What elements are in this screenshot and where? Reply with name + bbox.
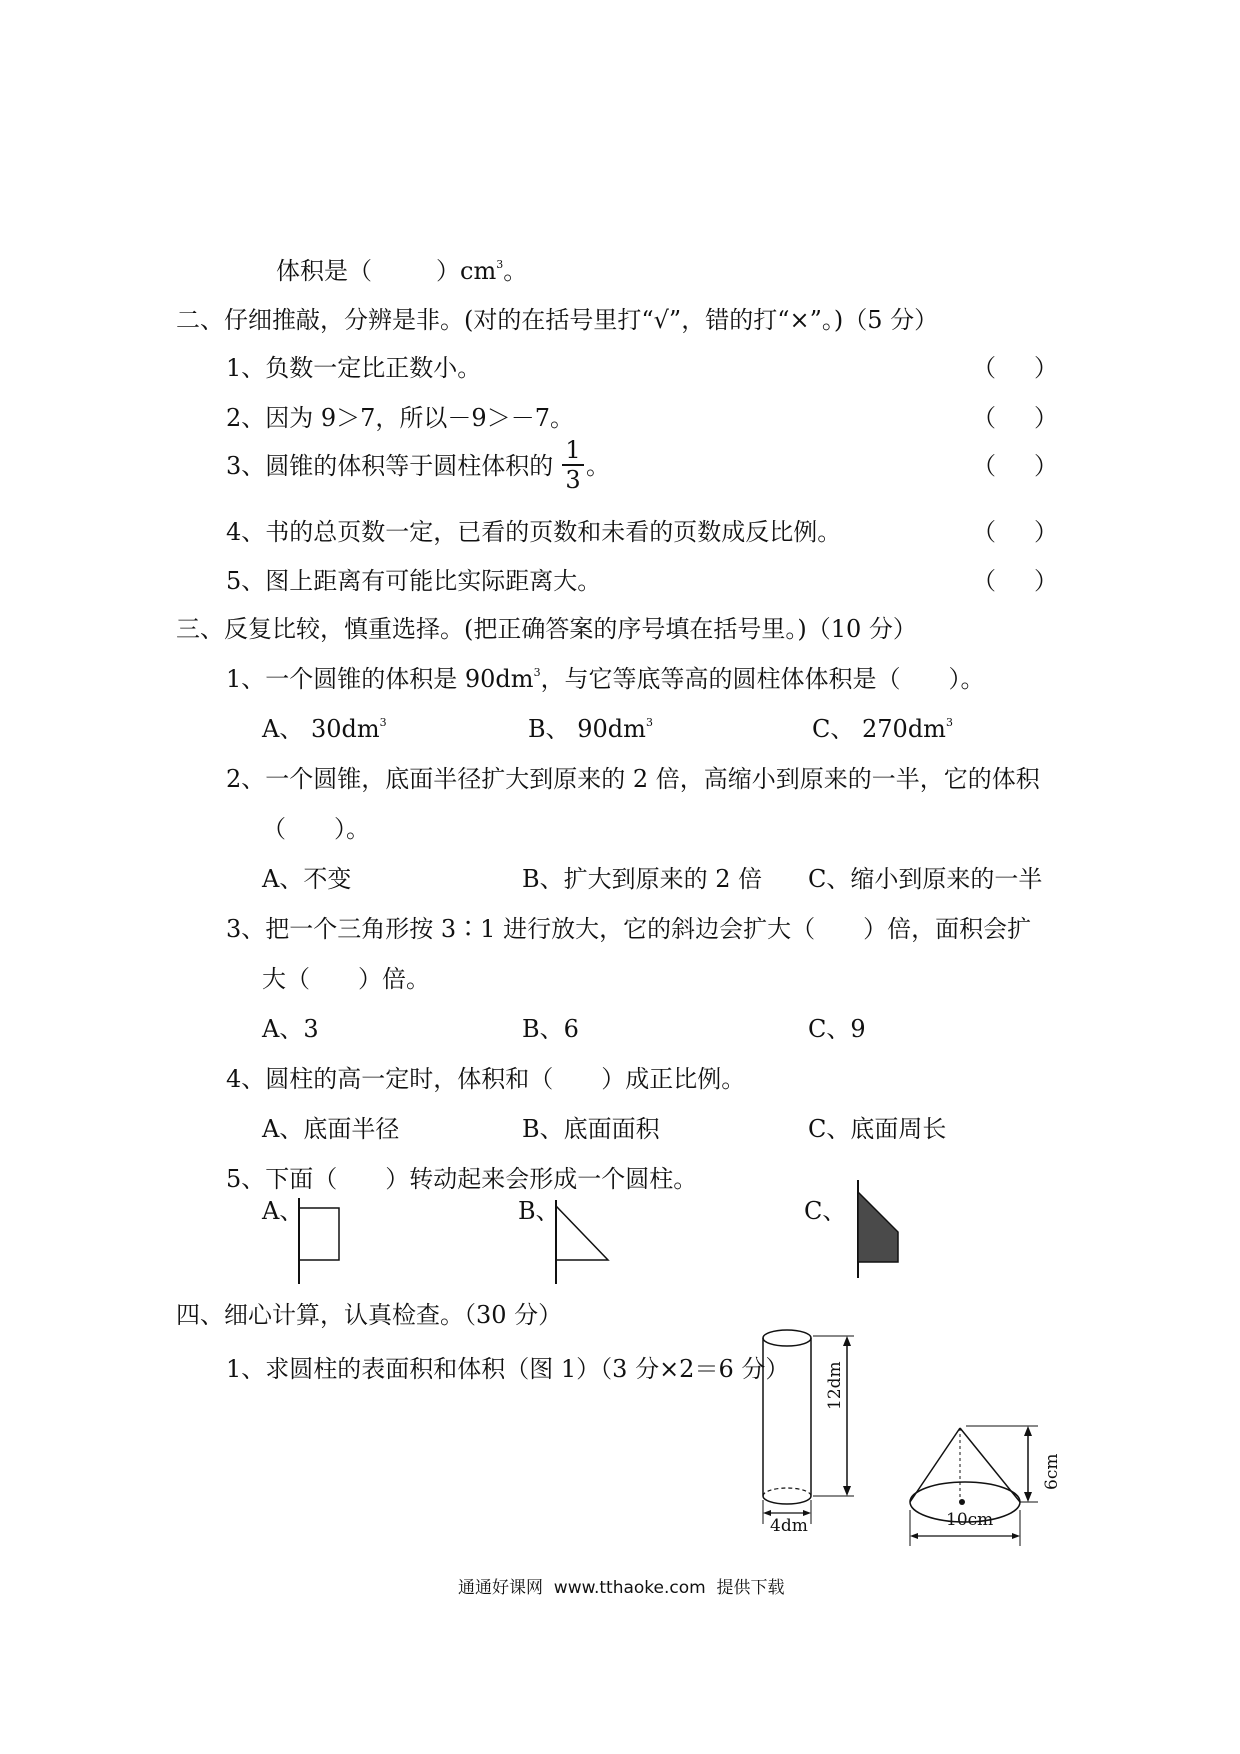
mc-q3-line1: 3、把一个三角形按 3∶1 进行放大，它的斜边会扩大（ ）倍，面积会扩 — [226, 915, 1032, 943]
section-4-title: 四、细心计算，认真检查。（30 分） — [176, 1301, 563, 1329]
carryover-volume-line: 体积是（ ）$cm^3$。 — [276, 257, 528, 285]
mc-q3-option-a[interactable]: A、3 — [262, 1015, 319, 1043]
answer-paren-1[interactable]: （ ） — [972, 354, 1058, 382]
tf-item-1: 1、负数一定比正数小。 — [226, 354, 482, 382]
footer-source: 通通好课网 www.tthaoke.com 提供下载 — [458, 1578, 785, 1598]
mc-q1-option-b[interactable]: B、 $90dm^3$ — [528, 715, 653, 743]
shape-a-rectangle-figure — [295, 1198, 355, 1288]
cylinder-diameter-label: 4dm — [770, 1516, 808, 1536]
tf-item-4: 4、书的总页数一定，已看的页数和未看的页数成反比例。 — [226, 518, 842, 546]
section-3-title: 三、反复比较，慎重选择。(把正确答案的序号填在括号里。)（10 分） — [176, 615, 917, 643]
mc-q2-line1: 2、一个圆锥，底面半径扩大到原来的 2 倍，高缩小到原来的一半，它的体积 — [226, 765, 1040, 793]
mc-q2-option-b[interactable]: B、扩大到原来的 2 倍 — [522, 865, 763, 893]
mc-q3-line2: 大（ ）倍。 — [262, 965, 430, 993]
mc-q5-option-a[interactable]: A、 — [262, 1197, 304, 1225]
mc-q5-option-b[interactable]: B、 — [518, 1197, 560, 1225]
tf-item-3-end: 。 — [586, 452, 610, 480]
section-2-title: 二、仔细推敲，分辨是非。(对的在括号里打“√”，错的打“×”。)（5 分） — [176, 306, 939, 334]
calc-q1: 1、求圆柱的表面积和体积（图 1）（3 分×2＝6 分） — [226, 1355, 790, 1383]
mc-q5-option-c[interactable]: C、 — [804, 1197, 847, 1225]
mc-q2-option-a[interactable]: A、不变 — [262, 865, 352, 893]
cylinder-height-label: 12dm — [825, 1361, 845, 1410]
mc-q4: 4、圆柱的高一定时，体积和（ ）成正比例。 — [226, 1065, 746, 1093]
mc-q1-option-c[interactable]: C、 $270dm^3$ — [812, 715, 953, 743]
cone-diameter-label: 10cm — [946, 1510, 994, 1530]
mc-q1-option-a[interactable]: A、 $30dm^3$ — [262, 715, 387, 743]
mc-q3-option-b[interactable]: B、6 — [522, 1015, 579, 1043]
tf-item-2: 2、因为 9＞7，所以－9＞－7。 — [226, 404, 574, 432]
mc-q2-option-c[interactable]: C、缩小到原来的一半 — [808, 865, 1043, 893]
mc-q4-option-b[interactable]: B、底面面积 — [522, 1115, 660, 1143]
tf-item-5: 5、图上距离有可能比实际距离大。 — [226, 567, 602, 595]
answer-paren-4[interactable]: （ ） — [972, 518, 1058, 546]
mc-q4-option-c[interactable]: C、底面周长 — [808, 1115, 947, 1143]
shape-c-trapezoid-figure — [854, 1180, 914, 1285]
answer-paren-2[interactable]: （ ） — [972, 404, 1058, 432]
mc-q3-option-c[interactable]: C、9 — [808, 1015, 866, 1043]
cylinder-figure — [758, 1328, 868, 1533]
mc-q2-line2: （ ）。 — [262, 815, 370, 843]
cone-height-label: 6cm — [1042, 1453, 1062, 1490]
fraction-one-third: 1 3 — [562, 437, 584, 493]
mc-q5: 5、下面（ ）转动起来会形成一个圆柱。 — [226, 1165, 698, 1193]
answer-paren-5[interactable]: （ ） — [972, 567, 1058, 595]
tf-item-3: 3、圆锥的体积等于圆柱体积的 — [226, 452, 554, 480]
shape-b-triangle-figure — [552, 1200, 622, 1290]
mc-q1: 1、一个圆锥的体积是 $90dm^3$，与它等底等高的圆柱体体积是（ ）。 — [226, 665, 985, 693]
mc-q4-option-a[interactable]: A、底面半径 — [262, 1115, 400, 1143]
answer-paren-3[interactable]: （ ） — [972, 452, 1058, 480]
